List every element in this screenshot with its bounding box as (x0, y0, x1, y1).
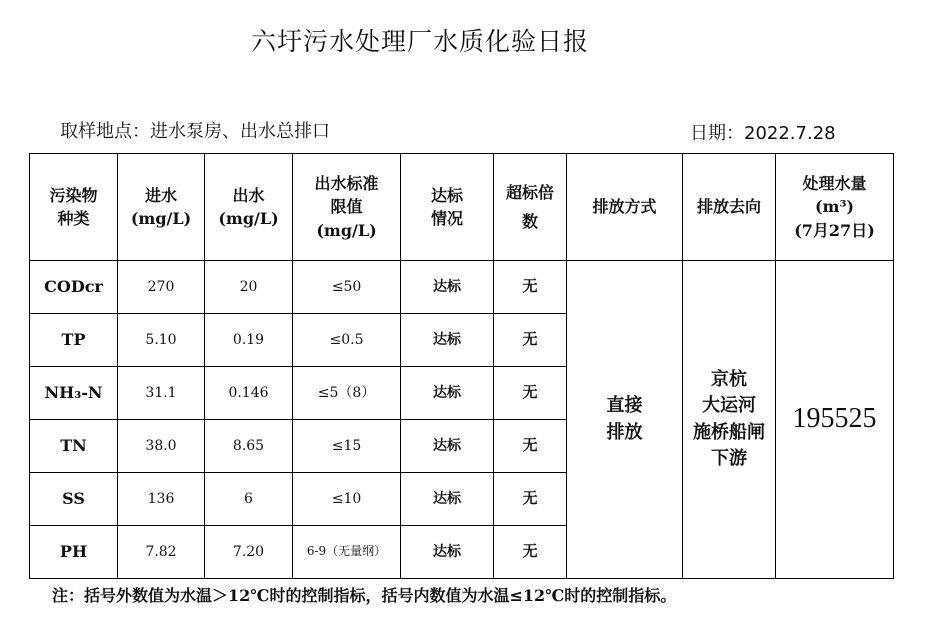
outflow-value: 8.65 (205, 420, 293, 473)
limit-value: ≤0.5 (293, 314, 401, 367)
outflow-value: 6 (205, 473, 293, 526)
inflow-value: 31.1 (118, 367, 205, 420)
report-title: 六圩污水处理厂水质化验日报 (250, 27, 589, 56)
exceed-multiple: 无 (494, 526, 567, 579)
pollutant-name: TN (30, 420, 118, 473)
inflow-value: 38.0 (118, 420, 205, 473)
outflow-value: 20 (205, 261, 293, 314)
header-discharge-method: 排放方式 (567, 154, 683, 261)
outflow-value: 7.20 (205, 526, 293, 579)
report-date: 日期：2022.7.28 (690, 123, 836, 144)
pollutant-name: SS (30, 473, 118, 526)
outflow-value: 0.19 (205, 314, 293, 367)
inflow-value: 270 (118, 261, 205, 314)
compliance-status: 达标 (401, 314, 494, 367)
pollutant-name: TP (30, 314, 118, 367)
limit-value: ≤10 (293, 473, 401, 526)
header-exceed: 超标倍 数 (494, 154, 567, 261)
table-header-row (30, 154, 894, 261)
exceed-multiple: 无 (494, 367, 567, 420)
limit-value: ≤5（8） (293, 367, 401, 420)
header-discharge-direction: 排放去向 (683, 154, 776, 261)
inflow-value: 7.82 (118, 526, 205, 579)
header-outflow: 出水 (mg/L) (205, 154, 293, 261)
exceed-multiple: 无 (494, 473, 567, 526)
pollutant-name: NH₃-N (30, 367, 118, 420)
limit-value: ≤50 (293, 261, 401, 314)
inflow-value: 5.10 (118, 314, 205, 367)
discharge-method: 直接 排放 (567, 261, 683, 579)
pollutant-name: CODcr (30, 261, 118, 314)
outflow-value: 0.146 (205, 367, 293, 420)
compliance-status: 达标 (401, 473, 494, 526)
water-quality-table (29, 153, 894, 579)
sampling-location: 取样地点：进水泵房、出水总排口 (60, 121, 330, 142)
header-limit: 出水标准 限值 (mg/L) (293, 154, 401, 261)
inflow-value: 136 (118, 473, 205, 526)
table-row (30, 261, 894, 314)
limit-value: ≤15 (293, 420, 401, 473)
pollutant-name: PH (30, 526, 118, 579)
exceed-multiple: 无 (494, 261, 567, 314)
header-compliance: 达标 情况 (401, 154, 494, 261)
limit-value: 6-9（无量纲） (293, 526, 401, 579)
exceed-multiple: 无 (494, 420, 567, 473)
compliance-status: 达标 (401, 420, 494, 473)
treated-volume: 195525 (776, 261, 894, 579)
compliance-status: 达标 (401, 526, 494, 579)
header-inflow: 进水 (mg/L) (118, 154, 205, 261)
compliance-status: 达标 (401, 261, 494, 314)
compliance-status: 达标 (401, 367, 494, 420)
exceed-multiple: 无 (494, 314, 567, 367)
footnote: 注：括号外数值为水温＞12℃时的控制指标，括号内数值为水温≤12℃时的控制指标。 (52, 586, 677, 605)
header-volume: 处理水量 (m³) (7月27日) (776, 154, 894, 261)
header-pollutant: 污染物 种类 (30, 154, 118, 261)
discharge-direction: 京杭 大运河 施桥船闸 下游 (683, 261, 776, 579)
